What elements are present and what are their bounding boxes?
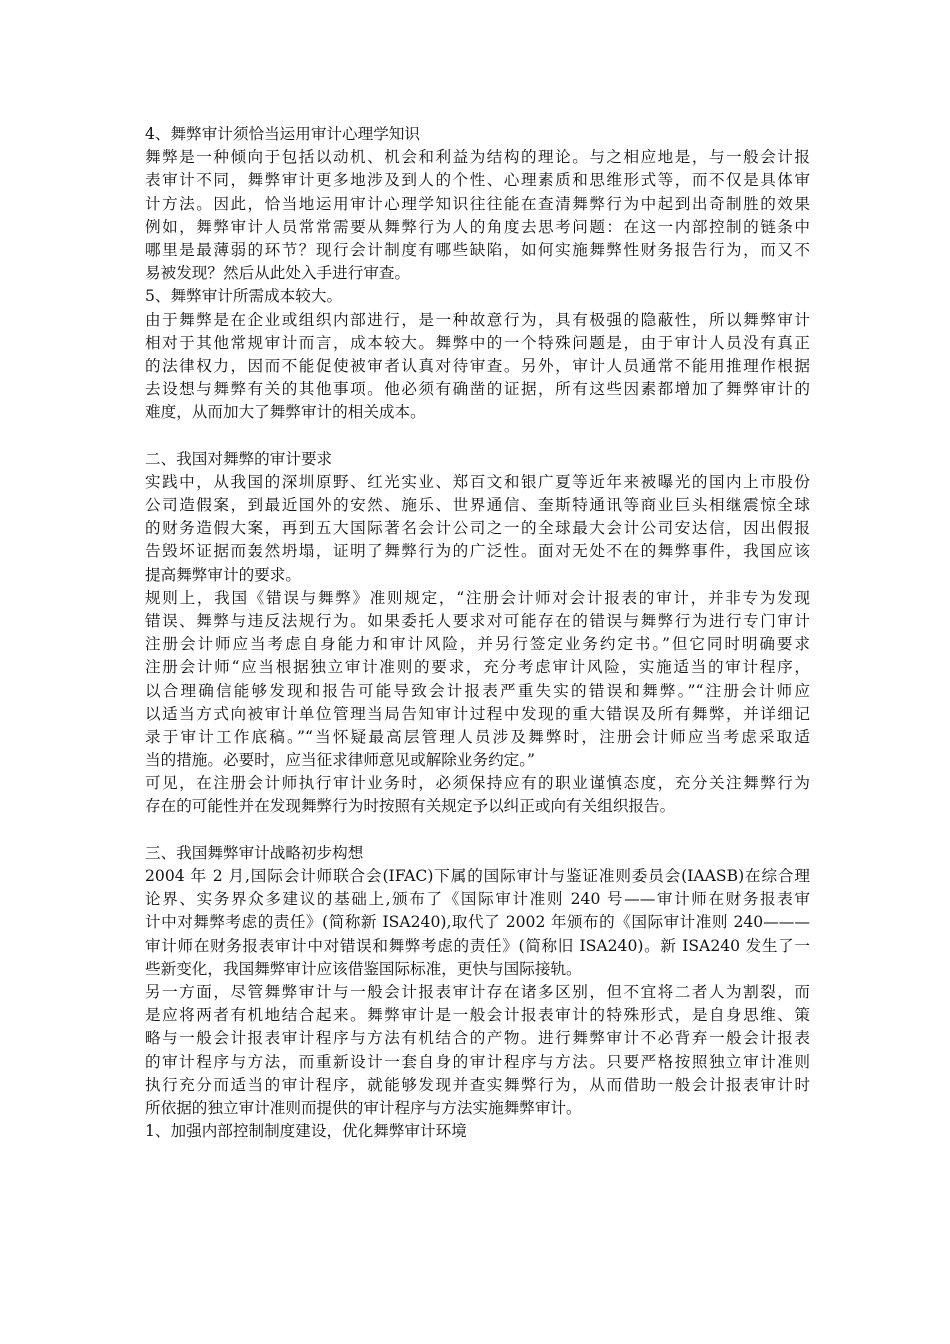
- paragraph-line: 相对于其他常规审计而言，成本较大。舞弊中的一个特殊问题是，由于审计人员没有真正: [145, 333, 810, 352]
- paragraph-line: 实践中，从我国的深圳原野、红光实业、郑百文和银广夏等近年来被曝光的国内上市股份: [145, 472, 810, 491]
- paragraph-line: 的财务造假大案，再到五大国际著名会计公司之一的全球最大会计公司安达信，因出假报: [145, 519, 810, 538]
- paragraph: [145, 587, 810, 773]
- paragraph-line: 计中对舞弊考虑的责任》(简称新 ISA240),取代了 2002 年颁布的《国际审计准则 240———: [145, 913, 810, 932]
- paragraph-line: 审计师在财务报表审计中对错误和舞弊考虑的责任》(简称旧 ISA240)。新 ISA240 发生了一: [145, 936, 810, 955]
- heading-text: 5、舞弊审计所需成本较大。: [145, 287, 343, 306]
- paragraph-line: 难度，从而加大了舞弊审计的相关成本。: [145, 403, 426, 422]
- paragraph-line: 哪里是最薄弱的环节？现行会计制度有哪些缺陷，如何实施舞弊性财务报告行为，而又不: [145, 240, 810, 259]
- heading-text: 三、我国舞弊审计战略初步构想: [145, 843, 364, 862]
- blank-line: [145, 819, 810, 842]
- paragraph-line: 计方法。因此，恰当地运用审计心理学知识往往能在查清舞弊行为中起到出奇制胜的效果: [145, 194, 810, 213]
- paragraph-line: 以适当方式向被审计单位管理当局告知审计过程中发现的重大错误及所有舞弊，并详细记: [145, 704, 810, 723]
- paragraph: [145, 309, 810, 425]
- section-heading: [145, 123, 810, 146]
- paragraph-line: 表审计不同，舞弊审计更多地涉及到人的个性、心理素质和思维形式等，而不仅是具体审: [145, 171, 810, 190]
- section-heading: [145, 448, 810, 471]
- paragraph-line: 些新变化，我国舞弊审计应该借鉴国际标准，更快与国际接轨。: [145, 959, 582, 978]
- paragraph: [145, 772, 810, 818]
- paragraph: [145, 471, 810, 587]
- section-heading: [145, 285, 810, 308]
- paragraph-line: 易被发现？然后从此处入手进行审查。: [145, 264, 411, 283]
- paragraph-line: 去设想与舞弊有关的其他事项。他必须有确凿的证据，所有这些因素都增加了舞弊审计的: [145, 380, 810, 399]
- paragraph-line: 执行充分而适当的审计程序，就能够发现并查实舞弊行为，从而借助一般会计报表审计时: [145, 1075, 810, 1094]
- paragraph-line: 的审计程序与方法，而重新设计一套自身的审计程序与方法。只要严格按照独立审计准则: [145, 1052, 810, 1071]
- paragraph-line: 当的措施。必要时，应当征求律师意见或解除业务约定。”: [145, 751, 536, 770]
- paragraph-line: 所依据的独立审计准则而提供的审计程序与方法实施舞弊审计。: [145, 1098, 582, 1117]
- paragraph-line: 注册会计师应当考虑自身能力和审计风险，并另行签定业务约定书。”但它同时明确要求: [145, 635, 810, 654]
- paragraph-line: 提高舞弊审计的要求。: [145, 565, 301, 584]
- paragraph-line: 错误、舞弊与违反法规行为。如果委托人要求对可能存在的错误与舞弊行为进行专门审计: [145, 611, 810, 630]
- paragraph-line: 规则上，我国《错误与舞弊》准则规定，“注册会计师对会计报表的审计，并非专为发现: [145, 588, 810, 607]
- blank-line: [145, 424, 810, 447]
- paragraph-line: 论界、实务界众多建议的基础上,颁布了《国际审计准则 240 号——审计师在财务报表审: [145, 890, 810, 909]
- paragraph-line: 录于审计工作底稿。”“当怀疑最高层管理人员涉及舞弊时，注册会计师应当考虑采取适: [145, 727, 810, 746]
- section-heading: [145, 842, 810, 865]
- paragraph-line: 由于舞弊是在企业或组织内部进行，是一种故意行为，具有极强的隐蔽性，所以舞弊审计: [145, 310, 810, 329]
- heading-text: 1、加强内部控制制度建设，优化舞弊审计环境: [145, 1122, 467, 1141]
- heading-text: 二、我国对舞弊的审计要求: [145, 449, 333, 468]
- paragraph-line: 公司造假案，到最近国外的安然、施乐、世界通信、奎斯特通讯等商业巨头相继震惊全球: [145, 496, 810, 514]
- paragraph: [145, 981, 810, 1120]
- paragraph: [145, 146, 810, 285]
- paragraph-line: 2004 年 2 月,国际会计师联合会(IFAC)下属的国际审计与鉴证准则委员会(IAASB)在综合理: [145, 867, 810, 885]
- paragraph-line: 例如，舞弊审计人员常常需要从舞弊行为人的角度去思考问题：在这一内部控制的链条中: [145, 217, 810, 236]
- paragraph-line: 注册会计师“应当根据独立审计准则的要求，充分考虑审计风险，实施适当的审计程序，: [145, 658, 810, 677]
- paragraph-line: 可见，在注册会计师执行审计业务时，必须保持应有的职业谨慎态度，充分关注舞弊行为: [145, 774, 810, 793]
- paragraph-line: 舞弊是一种倾向于包括以动机、机会和利益为结构的理论。与之相应地是，与一般会计报: [145, 148, 810, 167]
- paragraph-line: 另一方面，尽管舞弊审计与一般会计报表审计存在诸多区别，但不宜将二者人为割裂，而: [145, 982, 810, 1001]
- heading-text: 4、舞弊审计须恰当运用审计心理学知识: [145, 125, 421, 143]
- paragraph-line: 存在的可能性并在发现舞弊行为时按照有关规定予以纠正或向有关组织报告。: [145, 797, 676, 816]
- section-heading: [145, 1120, 810, 1143]
- paragraph-line: 略与一般会计报表审计程序与方法有机结合的产物。进行舞弊审计不必背弃一般会计报表: [145, 1029, 810, 1048]
- paragraph-line: 以合理确信能够发现和报告可能导致会计报表严重失实的错误和舞弊。”“注册会计师应: [145, 681, 810, 700]
- document-body: [145, 123, 810, 1143]
- paragraph: [145, 865, 810, 981]
- paragraph-line: 是应将两者有机地结合起来。舞弊审计是一般会计报表审计的特殊形式，是自身思维、策: [145, 1006, 810, 1025]
- paragraph-line: 的法律权力，因而不能促使被审者认真对待审查。另外，审计人员通常不能用推理作根据: [145, 356, 810, 375]
- paragraph-line: 告毁坏证据而轰然坍塌，证明了舞弊行为的广泛性。面对无处不在的舞弊事件，我国应该: [145, 542, 810, 561]
